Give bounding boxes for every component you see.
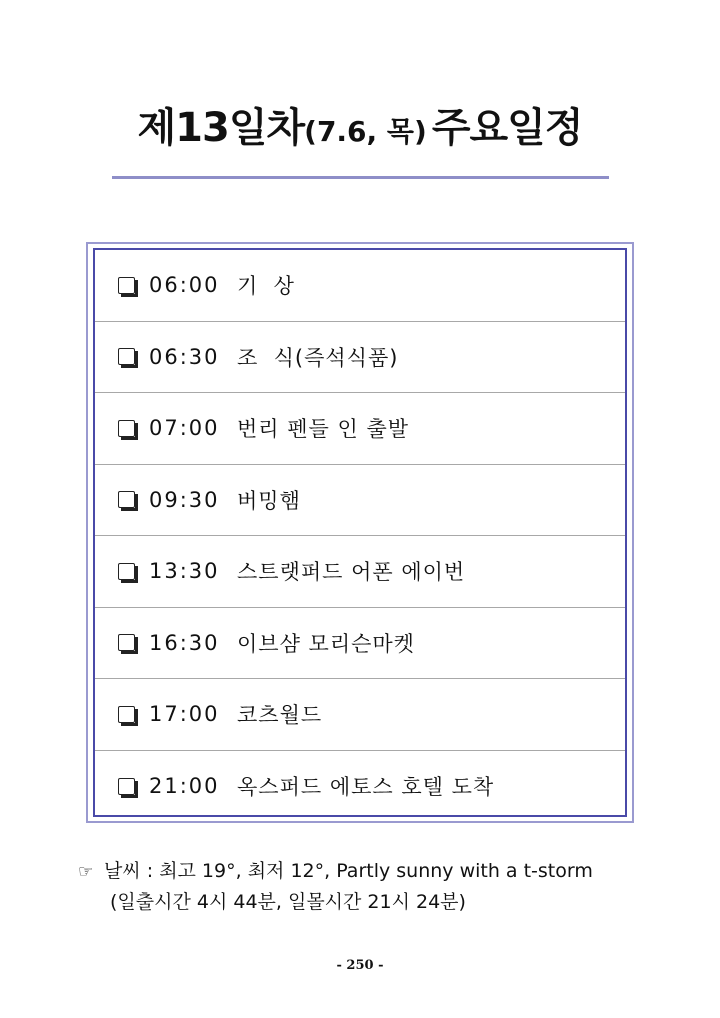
- schedule-time: 21:00: [149, 774, 220, 799]
- checkbox-icon: [118, 778, 135, 795]
- weather-text: 날씨 : 최고 19°, 최저 12°, Partly sunny with a t-storm: [104, 860, 593, 882]
- schedule-table: [86, 242, 634, 823]
- checkbox-icon: [118, 491, 135, 508]
- schedule-row: [95, 465, 625, 537]
- title-day: 제13일차: [137, 105, 305, 151]
- schedule-event: 옥스퍼드 에토스 호텔 도착: [237, 775, 495, 800]
- schedule-row: [95, 751, 625, 823]
- checkbox-icon: [118, 348, 135, 365]
- checkbox-icon: [118, 563, 135, 580]
- page-title: [0, 105, 720, 151]
- schedule-event: 스트랫퍼드 어폰 에이번: [237, 560, 466, 585]
- schedule-row: [95, 250, 625, 322]
- schedule-time: 17:00: [149, 702, 220, 727]
- schedule-row: [95, 608, 625, 680]
- schedule-event: 번리 펜들 인 출발: [237, 417, 410, 442]
- checkbox-icon: [118, 277, 135, 294]
- title-underline: [112, 176, 609, 179]
- pointing-hand-icon: ☞: [78, 862, 94, 882]
- schedule-time: 13:30: [149, 559, 220, 584]
- weather-line-1: [78, 856, 638, 887]
- schedule-row: [95, 393, 625, 465]
- schedule-event: 버밍햄: [237, 488, 301, 513]
- schedule-time: 06:30: [149, 344, 220, 369]
- checkbox-icon: [118, 420, 135, 437]
- checkbox-icon: [118, 634, 135, 651]
- weather-note: [78, 856, 638, 917]
- schedule-event: 이브샴 모리슨마켓: [237, 631, 415, 656]
- page-number: - 250 -: [336, 958, 384, 973]
- checkbox-icon: [118, 706, 135, 723]
- schedule-time: 16:30: [149, 630, 220, 655]
- title-label: 주요일정: [431, 105, 583, 151]
- schedule-row: [95, 679, 625, 751]
- title-date: (7.6, 목): [304, 115, 427, 148]
- schedule-event: 기 상: [237, 274, 295, 299]
- schedule-time: 06:00: [149, 273, 220, 298]
- schedule-event: 조 식(즉석식품): [237, 345, 399, 370]
- weather-line-2: (일출시간 4시 44분, 일몰시간 21시 24분): [110, 891, 466, 913]
- schedule-row: [95, 322, 625, 394]
- schedule-row: [95, 536, 625, 608]
- schedule-event: 코츠월드: [237, 703, 323, 728]
- schedule-table-inner: [93, 248, 627, 817]
- schedule-time: 09:30: [149, 487, 220, 512]
- schedule-time: 07:00: [149, 416, 220, 441]
